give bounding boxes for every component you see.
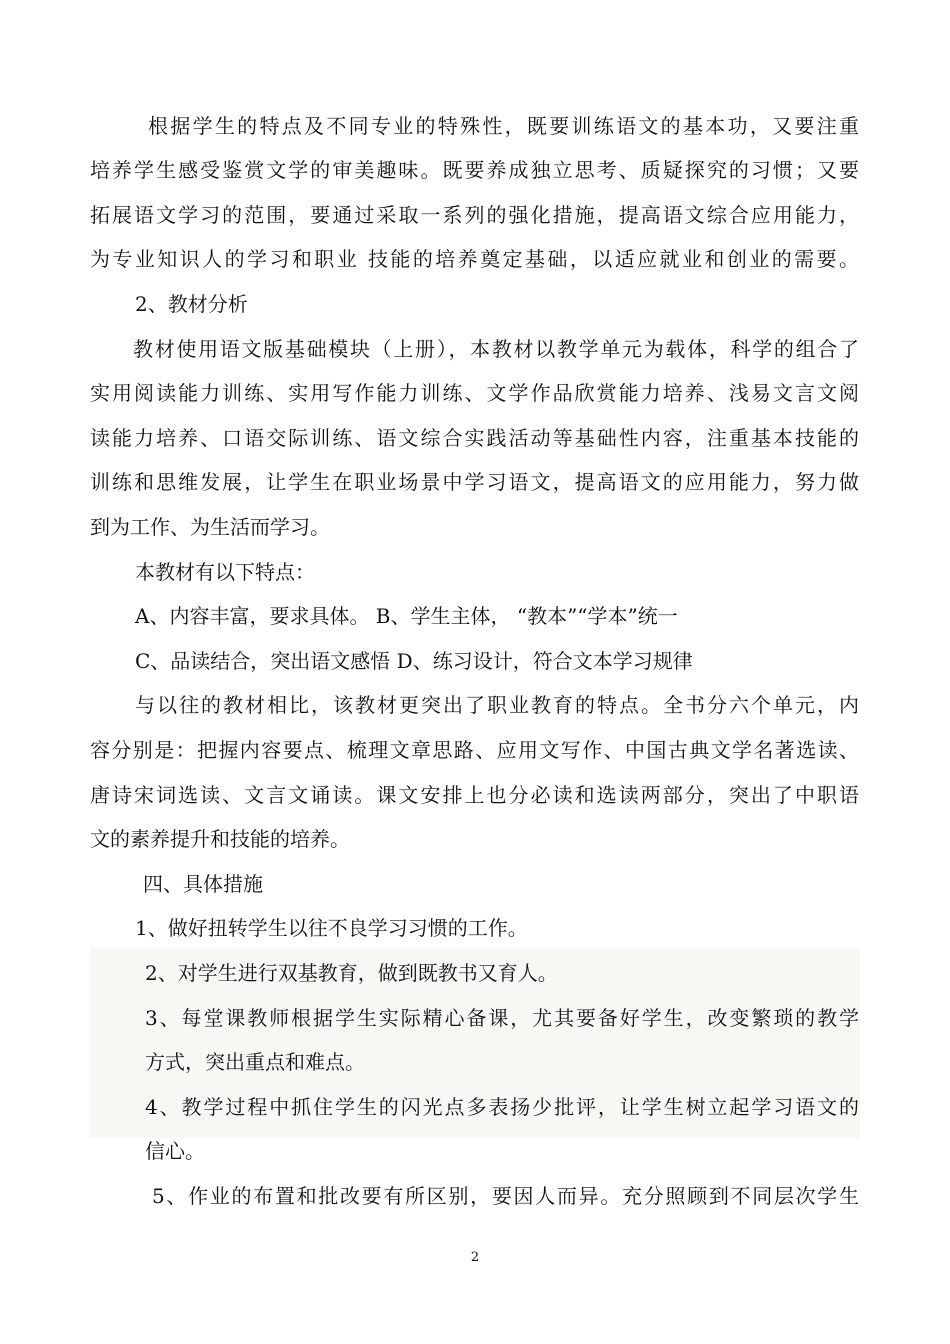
body-text-line: 文的素养提升和技能的培养。 [90, 827, 350, 851]
body-text-line: 到为工作、为生活而学习。 [90, 515, 330, 539]
feature-line: C、品读结合，突出语文感悟 D、练习设计，符合文本学习规律 [135, 649, 693, 673]
body-text-line: 培养学生感受鉴赏文学的审美趣味。既要养成独立思考、质疑探究的习惯；又要 [90, 158, 859, 182]
measure-item: 方式，突出重点和难点。 [145, 1050, 365, 1074]
body-text-line: 容分别是：把握内容要点、梳理文章思路、应用文写作、中国古典文学名著选读、 [90, 738, 859, 762]
body-text-line: 训练和思维发展，让学生在职业场景中学习语文，提高语文的应用能力，努力做 [90, 470, 859, 494]
section-heading: 2、教材分析 [135, 292, 248, 316]
section-heading: 四、具体措施 [143, 872, 263, 896]
body-text-line: 为专业知识人的学习和职业 技能的培养奠定基础，以适应就业和创业的需要。 [90, 247, 859, 271]
page-number: 2 [470, 1250, 480, 1265]
body-text-line: 实用阅读能力训练、实用写作能力训练、文学作品欣赏能力培养、浅易文言文阅 [90, 381, 859, 405]
body-text-line: 与以往的教材相比，该教材更突出了职业教育的特点。全书分六个单元，内 [135, 693, 859, 717]
measure-item: 1、做好扭转学生以往不良学习习惯的工作。 [135, 916, 528, 940]
body-text-line: 根据学生的特点及不同专业的特殊性，既要训练语文的基本功，又要注重 [148, 114, 859, 138]
measure-item: 信心。 [145, 1139, 205, 1163]
body-text-line: 本教材有以下特点： [135, 560, 315, 584]
feature-line: A、内容丰富，要求具体。 B、学生主体， “教本”“学本”统一 [135, 604, 678, 628]
measure-item: 4、教学过程中抓住学生的闪光点多表扬少批评，让学生树立起学习语文的 [145, 1095, 859, 1119]
measure-item: 3、每堂课教师根据学生实际精心备课，尤其要备好学生，改变繁琐的教学 [145, 1006, 859, 1030]
body-text-line: 拓展语文学习的范围，要通过采取一系列的强化措施，提高语文综合应用能力， [90, 203, 859, 227]
body-text-line: 唐诗宋词选读、文言文诵读。课文安排上也分必读和选读两部分，突出了中职语 [90, 783, 859, 807]
measure-item: 2、对学生进行双基教育，做到既教书又育人。 [145, 961, 558, 985]
measure-item: 5、作业的布置和批改要有所区别，要因人而异。充分照顾到不同层次学生 [152, 1184, 859, 1208]
body-text-line: 读能力培养、口语交际训练、语文综合实践活动等基础性内容，注重基本技能的 [90, 426, 859, 450]
body-text-line: 教材使用语文版基础模块（上册），本教材以教学单元为载体，科学的组合了 [133, 337, 859, 361]
